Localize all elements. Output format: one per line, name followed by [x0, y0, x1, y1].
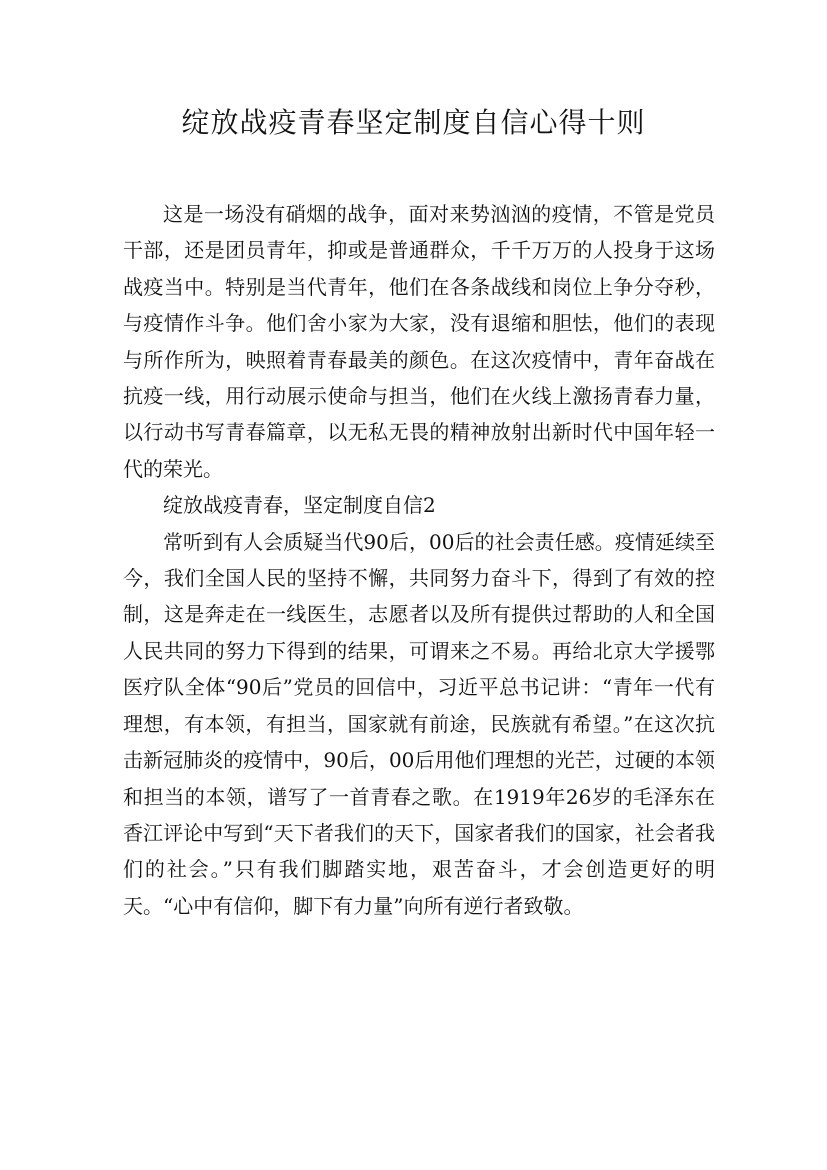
document-body	[123, 196, 715, 924]
document-title: 绽放战疫青春坚定制度自信心得十则	[181, 106, 646, 139]
paragraph: 这是一场没有硝烟的战争，面对来势汹汹的疫情，不管是党员干部，还是团员青年，抑或是普通群众，千千万万的人投身于这场战疫当中。特别是当代青年，他们在各条战线和岗位上争分夺秒，与疫情作斗争。他们舍小家为大家，没有退缩和胆怯，他们的表现与所作所为，映照着青春最美的颜色。在这次疫情中，青年奋战在抗疫一线，用行动展示使命与担当，他们在火线上激扬青春力量，以行动书写青春篇章，以无私无畏的精神放射出新时代中国年轻一代的荣光。	[123, 202, 715, 481]
paragraph: 常听到有人会质疑当代90后，00后的社会责任感。疫情延续至今，我们全国人民的坚持不懈，共同努力奋斗下，得到了有效的控制，这是奔走在一线医生，志愿者以及所有提供过帮助的人和全国人民共同的努力下得到的结果，可谓来之不易。再给北京大学援鄂医疗队全体“90后”党员的回信中，习近平总书记讲：“青年一代有理想，有本领，有担当，国家就有前途，民族就有希望。”在这次抗击新冠肺炎的疫情中，90后，00后用他们理想的光芒，过硬的本领和担当的本领，谱写了一首青春之歌。在1919年26岁的毛泽东在香江评论中写到“天下者我们的天下，国家者我们的国家，社会者我们的社会。”只有我们脚踏实地，艰苦奋斗，才会创造更好的明天。“心中有信仰，脚下有力量”向所有逆行者致敬。	[123, 529, 715, 918]
section-heading: 绽放战疫青春，坚定制度自信2	[163, 493, 436, 518]
